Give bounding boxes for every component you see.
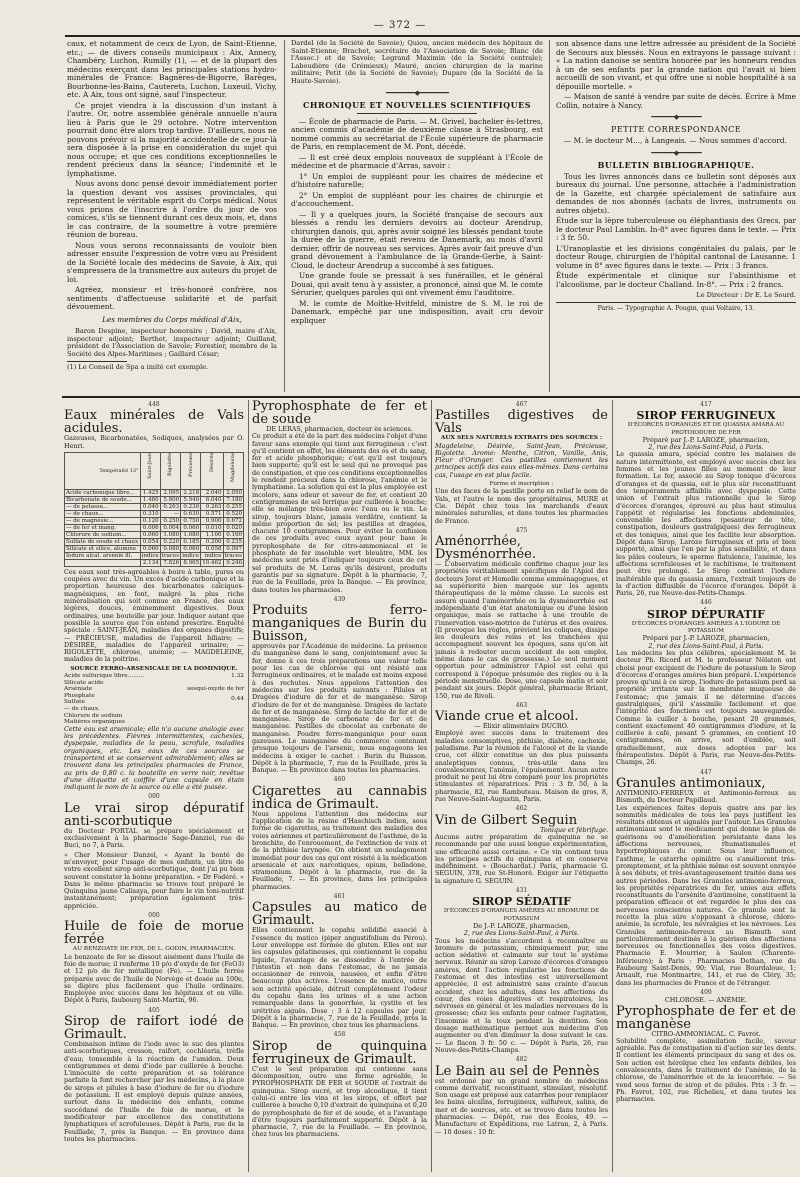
ad-subtitle: ANTIMONIO-FERREUX et Antimonio-ferreux au Bismuth, du Docteur Papillaud. [616, 788, 796, 805]
footnote-rule [67, 361, 127, 362]
paragraph: Agréez, monsieur et très-honoré confrère, nos sentiments d'affectueuse solidarité et de parfait dévouement. [67, 285, 277, 311]
ad-title: Pyrophosphate de fer et de manganèse [616, 1003, 796, 1032]
ad-title: Capsules au matico de Grimault. [252, 900, 427, 929]
table-cell: 0.004 [160, 524, 180, 531]
table-cell: 0.160 [223, 531, 243, 538]
table-header-cell: Désirée [201, 452, 223, 489]
table-cell: 1.080 [160, 531, 180, 538]
table-row [65, 510, 244, 517]
book-listing: L'Uranoplastie et les divisions congénitales du palais, par le docteur Rouge, chirurgien de l'hôpital cantonal de Lausanne. 1 volume in 8° avec figures dans le texte. — Prix : 3 francs. [556, 243, 796, 270]
book-listing: Étude expérimentale et clinique sur l'absinthisme et l'alcoolisme, par le docteur Challand. In-8°. — Prix : 2 francs. [556, 271, 796, 289]
ad-title: Viande crue et alcool. [435, 709, 579, 725]
table-cell: 0.058 [201, 545, 223, 552]
ad-subheading: SOURCE FERRO-ARSENICALE DE LA DOMINIQUE. [70, 665, 238, 672]
table-cell: 0.060 [181, 545, 201, 552]
ad-heading: CHLOROSE. — ANÉMIE. [664, 996, 748, 1005]
ad-text: Le benzoate de fer se dissout aisément dans l'huile de foie de morue; il renferme 10 p/o d'oxyde de fer (FeO3) et 12 p/o de fer métallique (Fe). — L'huile ferrée préparée avec de l'huile de Norvège et dosée au 100e, se digère plus facilement que l'huile ordinaire. Employée avec succès dans les hôpitaux et en ville. Dépôt à Paris, faubourg Saint-Martin, 96. [64, 952, 244, 1005]
ad-title: Le vrai sirop dépuratif anti-scorbutique [64, 800, 244, 829]
ad-title: Aménorrhée, Dysménorrhée. [435, 534, 536, 563]
ad-number: 482 [515, 1056, 528, 1064]
ad-number: 447 [700, 768, 712, 776]
table-cell: 8.965 [181, 559, 201, 566]
column-2 [291, 40, 543, 392]
table-header-cell: Saint-Jean [140, 452, 160, 489]
paragraph: Une grande foule se pressait à ses funérailles, et le général Douai, qui avait tenu à y assister, a prononcé, ainsi que M. le comte Sérurier, quelques paroles qui ont vivement ému l'auditoire. [291, 271, 543, 298]
ad-title: Cigarettes au cannabis indica de Grimault. [252, 783, 427, 812]
table-row [65, 524, 244, 531]
ad-subtitle: Gazeuses, Bicarbonatées, Sodiques, analysées par O. Henri. [64, 434, 244, 450]
table-total-row [65, 559, 244, 566]
ornament-divider: ━━━━━━━◆━━━━━━━ [651, 148, 701, 157]
ad-text: Magdeleine, Désirée, Saint-Jean, Précieuse, Rigolette. Arome: Menthe, Citron, Vanille, Anis, Fleur d'Oranger. Ces pastilles contiennent les principes actifs des eaux elles-mêmes. Dans certains cas, l'usage en est plus facile. [435, 441, 608, 479]
source-value: 1.32 [231, 673, 244, 680]
source-item: Silicate acide [64, 679, 104, 686]
printer-line: Paris. — Typographie A. Pougin, quai Voltaire, 13. [597, 304, 755, 312]
ad-number: 475 [515, 526, 528, 534]
column-divider [549, 40, 550, 392]
signature: Les membres du Corps médical d'Aix, [102, 314, 242, 324]
ads-divider [248, 400, 249, 1172]
table-cell: 5.940 [181, 496, 201, 503]
ad-subtitle: Préparé par J.-P. LAROZE, pharmacien, [642, 634, 770, 643]
top-rule [65, 35, 800, 37]
source-value: sesqui-oxyde de fer [187, 685, 244, 692]
ad-text: Une des faces de la pastille porte en relief le nom de Vals, et l'autre le nom des propriétaires, MURE et Cie. Dépôt chez tous les marchands d'eaux minérales naturelles, et dans toutes les pharmacies de France. [435, 487, 608, 525]
footer-rule [556, 302, 796, 303]
ad-text: Combinaison intime de l'iode avec le suc des plantes anti-scorbutiques, cresson, raifort, cochléaria, trèfle d'eau; tonsemble à la réaction de l'amidon. Deux centigrammes et demi d'iode par cuillerée à bouche. L'innocuité de cette préparation et sa tolérance parfaite la font rechercher par les médecins, à la place de sirops et pilules à base d'iodure de fer ou d'iodure de potassium. Il est employé depuis quinze années, surtout dans la médecine des enfants, comme succédané de l'huile de foie de morue, et le modificateur par excellence des constitutions lymphatiques et scrofuleuses. Dépôt à Paris, rue de la Feuillade, 7, près la Banque. — En province dans toutes les pharmacies. [64, 1040, 244, 1143]
table-cell: 0.255 [223, 503, 243, 510]
paragraph: Nous avons donc pensé devoir immédiatement porter la question devant vos assises provinciales, qui représentent le véritable esprit du Corps médical. Nous vous prions de l'inscrire à l'ordre du jour de vos comices, s'ils se tiennent durant ces deux mois, et, dans le cas contraire, de la soumettre à votre première réunion de bureau. [67, 179, 277, 239]
section-title: CHRONIQUE ET NOUVELLES SCIENTIFIQUES [303, 100, 531, 111]
table-cell: 0.220 [160, 538, 180, 545]
signers-list: Baron Despine, inspecteur honoraire ; David, maire d'Aix, inspecteur adjoint; Berthet, inspecteur adjoint; Guilland, président de l'Association de Savoie; Forestier, membre de la Société des Alpes-Maritimes ; Gaillard César; [67, 327, 277, 358]
table-cell: Acide carbonique libre... [65, 489, 141, 496]
ad-number: 460 [333, 776, 346, 784]
source-composition [64, 673, 244, 726]
column-3 [556, 40, 796, 392]
ad-title: Produits ferro-manganiques de Burin du Buisson, [252, 603, 427, 645]
table-cell: 1.480 [140, 496, 160, 503]
ad-text: « Cher Monsieur Danzel, « Ayant la bonté de m'envoyer, pour l'usage de mes enfants, un litre de votre excellent sirop anti-scorbutique, dont j'ai pu bien souvent constater la bonne préparation. « Dr Fodéré. » Dans le même pharmacie se trouve tout préparé le Quinquina jaune Calisaya, pour faire le vin toni-nutritif instantanément; préparation également très-appréciée. [64, 850, 244, 910]
column-divider [284, 40, 285, 392]
ads-column-1 [64, 400, 244, 1172]
source-item: Chlorure de sodium [64, 712, 123, 719]
ad-text: Ces eaux sont très-agréables à boire à table, pures ou coupées avec du vin. Un excès d'acide carbonique et la proportion heureuse des bicarbonates calciques-magnésiques, en font, malgré la plus riche minéralisation qui soit connue en France, des eaux légères, douces, éminemment digestives. Doux ordinaires, une bouteille par jour. Indiquer autant que possible la source que l'on entend prescrire. Enquêté spéciale : SAINT-JEAN, maladies des organes digestifs; — PRÉCIEUSE, maladies de l'appareil biliaire; — DÉSIRÉE, maladies de l'appareil urinaire; — RIGOLETTE, chlorose, anémie; — MAGDELEINE, maladies de la poitrine. [64, 567, 244, 664]
ads-column-3 [435, 400, 608, 1172]
table-row [65, 545, 244, 552]
table-cell: 10.462 [202, 559, 222, 566]
paragraph: M. le comte de Moltke-Hvitfeld, ministre de S. M. le roi de Danemark, empêché par une indisposition, avait cru devoir expliquer [291, 298, 543, 325]
ad-title: Granules antimoniaux, [616, 775, 766, 791]
table-cell: 0.060 [181, 524, 201, 531]
table-cell: 0.120 [140, 517, 160, 524]
table-cell: 0.020 [223, 524, 243, 531]
ad-subtitle: DE LERAS, pharmacien, docteur ès sciences. [266, 425, 413, 433]
ad-number: 439 [333, 595, 346, 603]
table-row [65, 496, 244, 503]
table-cell: 0.310 [140, 510, 160, 517]
table-cell: Chlorure de sodium... [65, 531, 141, 538]
ad-subtitle: D'ÉCORCES D'ORANGES ET DE QUASSIA AMARA AU PROTOIODURE DE FER [627, 422, 785, 436]
table-cell: Iodure alcal. arsénié ill. [65, 552, 141, 559]
table-cell: 0.672 [223, 517, 243, 524]
ad-text: est ordonné par un grand nombre de médecins comme dérivatif, reconstituant, stimulant, résolutif. Son usage est préposé aux catarrhes pour remplacer les bains alcalins, ferrugineux, sulfureux, salins, de mer et de sources, etc. et se trouve dans toutes les pharmacies. — Dépôt, rue des Écoles, 49. — Manufacture et Expéditions, rue Latran, 2, à Paris. — 10 doses : 10 fr. [435, 1076, 608, 1136]
ad-title: SIROP FERRUGINEUX [636, 409, 776, 423]
table-cell: 0.263 [160, 503, 180, 510]
table-cell: 0.040 [140, 503, 160, 510]
section-title: PETITE CORRESPONDANCE [610, 124, 742, 134]
ad-subtitle: D'ÉCORCES D'ORANGES AMÈRES A L'IODURE DE POTASSIUM [631, 620, 781, 635]
ad-address: 2, rue des Lions-Saint-Paul, à Paris. [648, 443, 764, 452]
ad-number: 417 [700, 401, 712, 408]
ad-subtitle: — Élixir alimentaire DUCRO. [474, 722, 569, 731]
ornament-divider: ━━━━━━━◆━━━━━━━ [651, 113, 701, 121]
table-cell: 0.185 [181, 538, 201, 545]
table-header-cell: Tempéraité 13° [65, 452, 141, 489]
table-cell: 0.006 [140, 524, 160, 531]
section-title: BULLETIN BIBLIOGRAPHIQUE. [597, 160, 755, 170]
paragraph: 2° Un emploi de suppléant pour les chaires de chirurgie et d'accouchement. [291, 190, 543, 209]
footnote: (1) Le Conseil de Spa a imité cet exemple. [67, 363, 209, 372]
table-cell: traces [161, 552, 180, 559]
ad-subtitle: AU BENZOATE DE FER, DE L. GODIN, PHARMACIEN. [72, 946, 236, 953]
table-cell: 0.235 [223, 538, 243, 545]
table-cell: traces [224, 552, 242, 559]
ads-divider [431, 400, 432, 1172]
ad-text: Cette eau est arsenicale; elle n'a aucune analogie avec les précédentes. Fièvres intermittentes, cachexies, dyspepsie, maladies de la peau, scrofule, maladies organiques, etc. Les eaux de ces sources se transportent et se conservent admirablement; elles se trouvent dans les principales pharmacies de France, au prix de 0,80 c. la bouteille en verre noir, revêtue d'une étiquette et coiffée d'une capsule en étain indiquant le nom de la source où elle a été puisée. [64, 724, 244, 792]
table-cell: — [160, 510, 180, 517]
table-cell: Silicate et silice, alumine [65, 545, 141, 552]
ad-title: Sirop de quinquina ferrugineux de Grimault. [252, 1038, 427, 1067]
ad-number: 467 [515, 401, 528, 408]
table-cell: 2.218 [181, 489, 201, 496]
table-cell: 0.200 [201, 538, 223, 545]
table-cell: 0.250 [160, 517, 180, 524]
ad-text: Les médecins les plus célèbres, spécialement M. le docteur Ph. Ricord et M. le professeur Nélaton ont choisi pour excipient de l'iodure de potassium le Sirop d'écorces d'oranges amères bien préparé. L'expérience prouve qu'uni à ce sirop, l'iodure de potassium perd sa propriété irritante sur la membrane muqueuse de l'estomac; que jamais il ne détermine d'accès gastralgiques, qu'il s'assimile facilement et que l'intégrité des fonctions est toujours sauvegardée. Comme la cuiller à bouche, pesant 20 grammes, contient exactement 40 centigrammes d'iodure, et la cuillerée à café, pesant 5 grammes, en contient 10 centigrammes, on arrive, soit d'emblée, soit graduellement, aux doses adoptées par les thérapeutistes. Dépôt à Paris, rue Neuve-des-Petits-Champs, 26. [616, 648, 796, 767]
table-cell: 2.050 [223, 489, 243, 496]
ad-text: C'est le seul préparation qui contienne sans décomposition, outre une forme agréable, le PYROPHOSPHATE DE FER et SOUDE et l'extrait de quinquina. Sirop sucré, et trop alcoolique, il tient celui-ci entre les vins et les sirops, et offert par cuillerée à bouche 0,10 d'extrait de quinquina et 0,20 de pyrophosphate de fer et de soude, et a l'avantage d'être toujours parfaitement supporté. Dépôt à la pharmacie, 7, rue de la Feuillade. — En province, chez tous les pharmaciens. [252, 1064, 427, 1139]
table-row [65, 531, 244, 538]
analysis-table [64, 452, 244, 567]
ad-number: 446 [700, 599, 712, 607]
paragraph: caux, et notamment de ceux de Lyon, de Saint-Etienne, etc.; — de divers conseils municipaux : Aix, Annecy, Chambéry, Luchon, Rumilly (1), — et de la plupart des médecins exerçant dans les principales stations hydro-minérales de France: Bagnères-de-Bigorre, Barèges, Bourbonne-les-Bains, Cauterets, Luchon, Luxeuil, Vichy, etc. A Aix, tous ont signé, sauf l'inspecteur. [67, 40, 277, 99]
table-cell [65, 559, 141, 566]
ad-number: 000 [148, 912, 160, 920]
ad-text: approuvés par l'Académie de médecine. La présence du manganèse dans le sang, conjointement avec le fer, donne à ces trois préparations une valeur telle pour les cas de chlorose qui ont résisté aux ferrugineux ordinaires, et le malade est moins exposé à des rechutes. Nous appelons l'attention des médecins sur les produits suivants : Pilules et Dragées d'iodure de fer et de manganèse. Sirop d'iodure de fer et de manganèse. Dragées de lactate de fer et de manganèse. Sirop de lactate de fer et de manganèse. Sirop de carbonate de fer et de manganèse. Pastilles de chocolat au carbonate de manganèse. Poudre ferro-manganique pour eaux gazeuses. Le manganèse du commerce contenant presque toujours de l'arsenic, nous engageons les médecins à exiger le cachet : Burin du Buisson. Dépôt à la pharmacie, 7, rue de la Feuillade, près la Banque. — En province dans toutes les pharmacies. [252, 642, 427, 775]
source-item: Sulfate [64, 699, 85, 706]
table-header-cell: Précieuse [181, 452, 201, 489]
ad-text: Solubilité complète, assimilation facile, saveur agréable. Pas de constipation ni d'action sur les dents. Il contient les éléments principaux du sang et des os. Son action est héroïque chez les enfants débiles, les convalescents, dans le traitement de l'anémie, de la chlorose, de l'aménorrhée et de la leucorrhée. — Se vend sous forme de sirop et de pilules. Prix : 3 fr. — Ph. Favrot, 102, rue Richelieu, et dans toutes les pharmacies. [616, 1036, 796, 1104]
paragraph: 1° Un emploi de suppléant pour les chaires de médecine et d'histoire naturelle; [291, 171, 543, 190]
table-cell: 2.040 [201, 489, 223, 496]
table-cell: 0.060 [140, 545, 160, 552]
paragraph: — Maison de santé à vendre par suite de décès. Écrire à Mme Collin, notaire à Nancy. [556, 92, 796, 110]
table-row [65, 503, 244, 510]
ad-title: Vin de Gilbert Seguin [435, 812, 578, 828]
ad-text: Employé avec succès dans le traitement des maladies consomptives, phthisie, diabète, cachexie, paludisme. Par la réunion de l'alcool et de la viande crue, cet élixir constitue un des plus puissants analeptiques connus, très-utile dans les convalescences, l'anémie, l'épuisement. Aucun autre produit ne peut lui être comparé pour les propriétés stimulantes et réparatrices. Prix : 3 fr. 50, à la pharmacie, 82, rue Rambuteau. Maison de gros, 8, rue Neuve-Saint-Augustin, Paris. [435, 729, 608, 804]
ad-number: 462 [515, 805, 528, 813]
table-row [65, 538, 244, 545]
table-cell: Sulfate de soude et chaux [65, 538, 141, 545]
table-cell: 2.095 [160, 489, 180, 496]
ad-number: 448 [148, 401, 160, 408]
ad-address: 2, rue des Lions-Saint-Paul, à Paris. [463, 929, 580, 938]
table-cell: 7.180 [223, 496, 243, 503]
ad-text: Elles contiennent le copahu solidifié associé à l'essence du matico (piper angustifolium du Pérou). Leur enveloppe est formée de gluten. Elles ont sur les capsules gélatineuses, qui contiennent le copahu liquide, l'avantage de se dissoudre à l'entrée de l'intestin et non dans l'estomac, de ne jamais occasionner de renvois, nausées, et enfin d'être beaucoup plus actives. L'essence de matico, outre son activité spéciale, détruit complètement l'odeur du copahu dans les urines et a une action remarquable dans la gonorrhée, la cystite et les urétrites aiguës. Dose : 3 à 12 capsules par jour. Dépôt à la pharmacie, 7, rue de la Feuillade, près la Banque. — En province, chez tous les pharmaciens. [252, 926, 427, 1030]
director-line: Le Directeur : Dr E. Le Sourd. [696, 291, 796, 299]
ad-title: Pastilles digestives de Vals [435, 408, 608, 437]
table-cell: — de fer et mang. [65, 524, 141, 531]
paragraph: — Il y a quelques jours, la Société française de secours aux blessés a rendu les derniers devoirs au docteur Arendrup, chirurgien danois, qui, après avoir soigné les blessés pendant toute la durée de la guerre, était revenu de Danemark, au mois d'avril dernier, offrir de nouveau ses services. Après avoir fait preuve d'un grand dévouement à l'ambulance de la Grande-Gerbe, à Saint-Cloud, le docteur Arendrup a succombé à ses fatigues. [291, 209, 543, 270]
source-item: Phosphate [64, 692, 95, 699]
ads-divider [612, 400, 613, 1172]
paragraph: Nous vous serons reconnaissants de vouloir bien adresser ensuite l'expression de votre vœu au Président de la Société locale des médecins de Savoie, à Aix, qui s'empressera de la transmettre aux auteurs du projet de loi. [67, 240, 277, 284]
ad-text: du Docteur PORTAL se prépare spécialement et exclusivement à la pharmacie Sage-Danziel, rue de Buci, no 7, à Paris. [64, 826, 244, 850]
paragraph: — M. le docteur M..., à Langeais. — Nous sommes d'accord. [564, 136, 787, 145]
table-cell: 1.100 [201, 531, 223, 538]
ad-title: SIROP DÉPURATIF [647, 607, 765, 621]
ad-text: — L'observation médicale confirme chaque jour les propriétés véritablement spécifiques de l'Apiol des docteurs Joret et Homolle comme emménagogues, et sa supériorité bien marquée sur les agents thérapeutiques de la même classe. Le succès est assuré quand l'aménorrhée ou la dysménorrhée est indépendante d'un état anatomique ou d'une lésion organique, mais se rattache à une trouble de l'innervation vaso-motrice de l'utérus et des ovaires. (Il provoque les règles, prévient les coliques, dissipe les douleurs des reins et les tranchées qui accompagnent souvent les époques, sans qu'on ait jamais à redouter aucun accident de son emploi, même dans le cas de grossesse.) Le seul moment opportun pour administrer l'Apiol est celui qui correspond à l'époque présumée des règles ou à la période menstruelle. Dose, une capsule matin et soir pendant six jours. Dépôt général, pharmacie Briant, 150, rue de Rivoli. [435, 560, 608, 700]
ad-title: SIROP SÉDATIF [472, 895, 571, 909]
ad-title: Huile de foie de morue ferrée [64, 919, 244, 948]
table-cell: 0.263 [201, 503, 223, 510]
ad-number: 431 [515, 887, 528, 895]
ad-title: Sirop de raifort iodé de Grimault. [64, 1014, 244, 1042]
ad-subtitle: De J.-P. LAROZE, pharmacien, [473, 921, 570, 930]
ad-address: 2, rue des Lions-Saint-Paul, à Paris. [648, 641, 764, 650]
table-cell: 0.230 [181, 503, 201, 510]
ad-subtitle: AUX SELS NATURELS EXTRAITS DES SOURCES : [440, 435, 603, 442]
column-1 [67, 40, 277, 400]
table-cell: 2.134 [140, 559, 160, 566]
paragraph: son absence dans une lettre adressée au président de la Société de Secours aux blessés. Nous en extrayons le passage suivant : « La nation danoise se sentira honorée par les honneurs rendus à un de ses enfants par la grande nation qui l'avait si bien accueilli de son vivant, et qui offre une si noble hospitalité à sa dépouille mortelle. » [556, 40, 796, 91]
source-item: Matières organiques [64, 719, 125, 726]
table-header-cell: Magdeleine [223, 452, 243, 489]
ad-subtitle: Préparé par J.-P. LAROZE, pharmacien, [642, 435, 770, 444]
paragraph: — École de pharmacie de Paris. — M. Grivel, bachelier ès-lettres, ancien commis d'académie de deuxième classe à Strasbourg, est nommé commis au secrétariat de l'École supérieure de pharmacie de Paris, en remplacement de M. Pont, décédé. [291, 116, 543, 152]
ad-text: Nous appelons l'attention des médecins sur l'application de la résine d'Haschisch indien, sous forme de cigarettes, au traitement des maladies des voies aériennes et particulièrement de l'asthme, de la bronchite, de l'enrouement, de l'extinction de voix et de la phthisie laryngée. On obtient un soulagement immédiat pour des cas qui ont résisté à la médication arsenicale et aux narcotiques, opium, belladone, stramonium. Dépôt à la pharmacie, rue de la Feuillade, 7. — En province, dans les principales pharmacies. [252, 809, 427, 891]
source-item: — de chaux. [64, 706, 100, 713]
ads-column-2 [252, 400, 427, 1172]
book-listing: Étude sur la lèpre tuberculeuse ou éléphantiasis des Grecs, par le docteur Paul Lamblin. In-8° avec figures dans le texte. — Prix : 3 fr. 50. [556, 216, 796, 242]
table-cell: 0.060 [140, 531, 160, 538]
paragraph: — Il est créé deux emplois nouveaux de suppléant à l'École de médecine et de pharmacie d'Arras, savoir : [291, 152, 543, 171]
table-cell: 1.425 [140, 489, 160, 496]
source-item: Acide sulfurique libre......... [64, 673, 145, 680]
section-rule [357, 113, 477, 114]
ad-number: 458 [333, 1031, 346, 1039]
table-header-cell: Rigolette [160, 452, 180, 489]
table-cell: 9.246 [223, 559, 243, 566]
ad-number: 461 [333, 893, 346, 901]
ad-number: 000 [148, 793, 160, 801]
ad-text: Le quassia amara, spécial contre les malaises de nature intermittente, est employé avec succès chez les femmes et les jeunes filles au moment de leur formation. Le fer, associé au Sirop tonique d'écorces d'oranges et de quassia, est le plus sûr reconstituant des tempéraments affaiblis avec dyspepsie. Cette union et l'extrait plus rationnelle que le Sirop d'écorces d'oranges, éprouvé au plus haut stimulus l'appétit et régularise les fonctions abdominales, convenable les affections (pesanteur de tête, constipation, douleurs gastralgiques) des ferrugineux et des toniques, ainsi que les facilite leur absorption. Dépôt dans Sirop, Laroze ferrugineux et pris et bien supporté, ainsi que l'en par la plus sensibilité, et dans les pâles couleurs, le sperme flatulence, l'anémie, les affections scrofuleuses et le rachitisme, le traitement peut être prolongé. Le Sirop contient l'iodure inaltérable que du quassia amara, l'extrait toujours de la d'action diffusible de l'écorce d'oranges. Dépôt à Paris, 26, rue Neuve-des-Petits-Champs. [616, 450, 796, 598]
page-number: — 372 — [373, 20, 427, 31]
ad-number: 463 [515, 701, 528, 709]
table-cell: 7.826 [160, 559, 180, 566]
table-cell: indice [141, 552, 159, 559]
ad-number: 405 [148, 1006, 160, 1014]
ads-column-4 [616, 400, 796, 1172]
ad-text: Aucune autre préparation de quinquina ne se recommande par une aussi longue expérimentation, une efficacité aussi certaine. « Ce vin contient tous les principes actifs du quinquina et en conserve indéfiniment. » (Bouchardat.) Paris, pharmacie G. SEGUIN, 378, rue St-Honoré. Exiger sur l'étiquette la signature G. SEGUIN. [435, 832, 608, 885]
ad-number: 409 [700, 988, 712, 996]
ad-title: Le Bain au sel de Pennès [435, 1063, 600, 1079]
table-cell: — de potasse... [65, 503, 141, 510]
ornament-divider: ━━━━━━━━━◆━━━━━━━━━ [385, 88, 449, 97]
ad-text: Ce produit a été de la part des médecins l'objet d'une faveur sans exemple qui tient aux ferrugineux : c'est qu'il contient en effet, les éléments des os et du sang, fer et acide phosphorique; c'est qu'il est toujours bien supporté; qu'il est le seul qui ne provoque pas de constipation, et que ces conditions exceptionnelles le rendent précieux dans la chlorose, l'anémie et le lymphatisme. La solution qui est la plus employée est incolore, sans odeur et saveur de fer, et contient 20 centigrammes de sel ferrique par cuillerée à bouche; elle se mélange très-bien avec l'eau ou le vin. Le sirop, toujours blanc, jamais verdâtre, contient la même proportion de sel; les pastilles et dragées, chacune 10 centigrammes. Pour éviter la confusion de ces produits avec ceux ayant pour base le pyrophosphate de fer citro-ammoniacal et le phosphate de fer insoluble vert bleuâtre, MM. les médecins sont priés d'indiquer toujours ceux de cet sel produits de M. Leras qu'ils désirent, produits garantis par sa signature. Dépôt à la pharmacie, 7, rue de la Feuillade, près la Banque. — En province, dans toutes les pharmacies. [252, 432, 427, 594]
paragraph: Dardel (de la Société de Savoie); Quiou, ancien médecin des hôpitaux de Saint-Etienne; Brachet, secrétaire de l'Association de Savoie; Blanc (de l'Assoc.) et de Savoie; Legrand Maximin (de la Société centrale); Laboudière (de Crémieux); Mauré, ancien chirurgien de la marine militaire; Petit (de la Société de Savoie); Dupare (de la Société de la Haute-Savoie). [291, 40, 543, 85]
ad-subtitle: Tonique et fébrifuge. [540, 825, 608, 834]
table-cell: — de magnésie... [65, 517, 141, 524]
table-cell: Bicarbonate de soude... [65, 496, 141, 503]
table-cell: 0.097 [223, 545, 243, 552]
source-item: Arséniate [64, 686, 93, 693]
table-cell: 0.750 [181, 517, 201, 524]
table-cell: indice [201, 552, 223, 559]
ad-subheading: Forme et inscription : [489, 481, 554, 488]
paragraph: Tous les livres annoncés dans ce bulletin sont déposés aux bureaux du journal. Une personne, attachée à l'administration de la Gazette, est chargée spécialement de satisfaire aux demandes de nos abonnés (achats de livres, instruments ou autres objets). [556, 171, 796, 215]
ad-title: Eaux minérales de Vals acidules. [64, 408, 244, 437]
ad-title: Pyrophosphate de fer et de soude [252, 400, 427, 427]
table-cell: 0.630 [181, 510, 201, 517]
table-cell: indice [182, 552, 200, 559]
table-cell: 0.054 [140, 538, 160, 545]
table-cell: — de chaux... [65, 510, 141, 517]
table-cell: 0.080 [160, 545, 180, 552]
table-cell: 5.800 [160, 496, 180, 503]
paragraph: Ce projet viendra à la discussion d'un instant à l'autre. Or, notre assemblée générale annuelle n'aura lieu à Paris que le 29 octobre. Notre intervention pourrait donc être alors trop tardive. D'ailleurs, nous ne pouvons prévoir si la majorité accidentelle de ce jour-là sera disposée à la prise en considération du sujet qui nous occupe; et que ces conditions exceptionnelles le rendent précieux dans la séance; l'indemnité et le lymphatisme. [67, 100, 277, 178]
table-cell: 0.900 [201, 517, 223, 524]
table-cell: 0.571 [201, 510, 223, 517]
source-value: 0.44 [231, 696, 244, 703]
ad-text: Tous les médecins s'accordent à reconnaître au bromure de potassium, chimiquement pur, une action sédative et calmante sur tout le système nerveux. Réunir au sirop Laroze d'écorces d'oranges amères, dont l'action régularise les fonctions de l'estomac et des intestins est universellement appréciée, il est administré sans crainte d'aucun accident, chez les adultes, dans les affections du cœur, des voies digestives et respiratoires, les névroses en général et les maladies nerveuses de la grossesse; chez les enfants pour calmer l'agitation, l'insomnie et la toux pendant la dentition. Son dosage mathématique permet aux médecins d'en augmenter ou d'en diminuer la dose suivant le cas. — Le flacon 3 fr. 50 c. — Dépôt à Paris, 26, rue Neuve-des-Petits-Champs. [435, 936, 608, 1054]
table-row [65, 552, 244, 559]
ads-separator [62, 396, 800, 398]
table-cell: 1.080 [181, 531, 201, 538]
table-row [65, 517, 244, 524]
table-cell: 6.040 [201, 496, 223, 503]
table-cell: 0.010 [201, 524, 223, 531]
ad-subtitle: CITRO-AMMONIACAL. C. Favrot. [651, 1029, 761, 1038]
table-cell: 0.520 [223, 510, 243, 517]
table-row [65, 489, 244, 496]
ad-subtitle: D'ÉCORCES D'ORANGES AMÈRES AU BROMURE DE POTASSIUM [443, 908, 600, 922]
ad-text: Les expériences faites depuis quatre ans par les sommités médicales de tous les pays justifient les résultats obtenus et signalés par l'auteur. Les Granules antimoniaux sont le médicament qui donne le plus de guérisons ou d'amélioration persistante dans les affections nerveuses, rhumatismales et hypertrophiques du cœur. Sous leur influence, l'asthme, le catarrhe opiniâtre ou s'améliorent très-promptement, et la phthisie même est souvent enrayée à ses débuts, et très-avantageusement traitée dans ses autres périodes. Dans les Granules antimonio-ferreux, les propriétés réparatrices du fer, unies aux effets reconstituants de l'arsénite d'antimoine, constituent la préparation efficace et est regardée le plus des cas nerveuses conscientes natures. Ce granule sont la recette la plus sûre s'opposant à chlorose, chloro-anémie, la scrofule, les névralgies et les névroses. Les Granules antimonio-ferreux au Bismuth sont particulièrement destinés à la guérison des affections nerveuses ou fonctionnelles des voies digestives. Pharmacie E. Mourrier, à Saulon (Charente-Inférieure); à Paris : Pharmacies Dethan, rue du Faubourg Saint-Denis, 90; Vial, rue Bourdaloue, 1; Arnault, rue Montmartre, 141, et rue de Cléry, 35; dans les pharmacies de France et de l'étranger. [616, 803, 796, 987]
